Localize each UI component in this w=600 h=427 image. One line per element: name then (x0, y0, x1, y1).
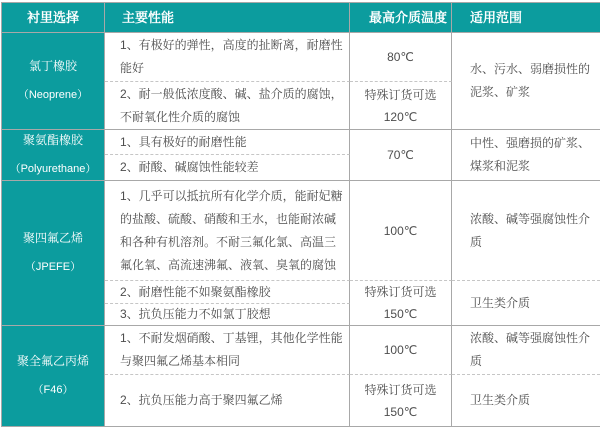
material-name-cn: 氯丁橡胶 (28, 59, 77, 73)
range-cell: 卫生类介质 (470, 393, 531, 407)
performance-cell: 1、几乎可以抵抗所有化学介质，能耐妃糖的盐酸、硫酸、硝酸和王水，也能耐浓碱和各种有机溶剂。不耐三氟化氯、高温三氟化氧、高流速沸氟、液氧、臭氧的腐蚀 (105, 181, 350, 281)
material-name-cn: 聚四氟乙烯 (22, 231, 83, 245)
performance-cell: 2、抗负压能力高于聚四氟乙烯 (105, 375, 350, 426)
range-cell: 中性、强磨损的矿浆、煤浆和泥浆 (452, 130, 600, 181)
performance-cell: 1、具有极好的耐磨性能 (105, 130, 350, 155)
temp-line: 100℃ (383, 343, 418, 357)
temp-cell (350, 33, 452, 82)
lining-selection-table (1, 2, 600, 427)
temp-line: 150℃ (383, 307, 418, 321)
performance-cell: 2、耐磨性能不如聚氨酯橡胶 (105, 281, 350, 304)
range-cell: 卫生类介质 (452, 281, 600, 326)
temp-line: 100℃ (383, 223, 418, 238)
range-cell: 浓酸、碱等强腐蚀性介质 (452, 181, 600, 281)
header-cell-lining: 衬里选择 (2, 3, 105, 33)
header-cell-max-temp: 最高介质温度 (350, 3, 452, 33)
header-cell-range: 适用范围 (452, 3, 600, 33)
header-cell-performance: 主要性能 (105, 3, 350, 33)
material-name-en: （F46） (32, 384, 74, 396)
material-cell-f46 (2, 326, 105, 426)
material-name-cn: 聚氨酯橡胶 (22, 133, 83, 147)
temp-cell (350, 326, 452, 375)
temp-line: 120℃ (383, 109, 418, 124)
material-cell-ptfe (2, 181, 105, 326)
temp-line: 150℃ (383, 404, 418, 419)
material-name-en: （Neoprene） (17, 89, 89, 101)
range-cell: 浓酸、碱等强腐蚀性介质 (452, 326, 600, 375)
temp-line: 特殊订货可选 (364, 87, 437, 102)
temp-cell (350, 82, 452, 130)
performance-cell: 1、不耐发烟硝酸、丁基锂，其他化学性能与聚四氟乙烯基本相同 (105, 326, 350, 375)
performance-cell: 2、耐酸、碱腐蚀性能较差 (105, 155, 350, 181)
temp-line: 80℃ (387, 50, 414, 64)
temp-line: 特殊订货可选 (364, 382, 437, 397)
material-name-cn: 聚全氟乙丙烯 (16, 354, 89, 368)
temp-cell (350, 281, 452, 326)
range-cell: 水、污水、弱磨损性的泥浆、矿浆 (452, 33, 600, 130)
performance-cell: 3、抗负压能力不如氯丁胶想 (105, 304, 350, 326)
material-name-en: （JPEFE） (24, 261, 82, 273)
performance-cell: 1、有极好的弹性，高度的扯断离，耐磨性能好 (105, 33, 350, 82)
temp-cell (350, 130, 452, 181)
performance-cell: 2、耐一般低浓度酸、碱、盐介质的腐蚀，不耐氧化性介质的腐蚀 (105, 82, 350, 130)
material-cell-neoprene (2, 33, 105, 130)
temp-line: 70℃ (387, 148, 414, 162)
material-cell-polyurethane (2, 130, 105, 181)
temp-cell (350, 375, 452, 426)
temp-line: 特殊订货可选 (364, 285, 437, 299)
material-name-en: （Polyurethane） (9, 163, 97, 175)
temp-cell (350, 181, 452, 281)
